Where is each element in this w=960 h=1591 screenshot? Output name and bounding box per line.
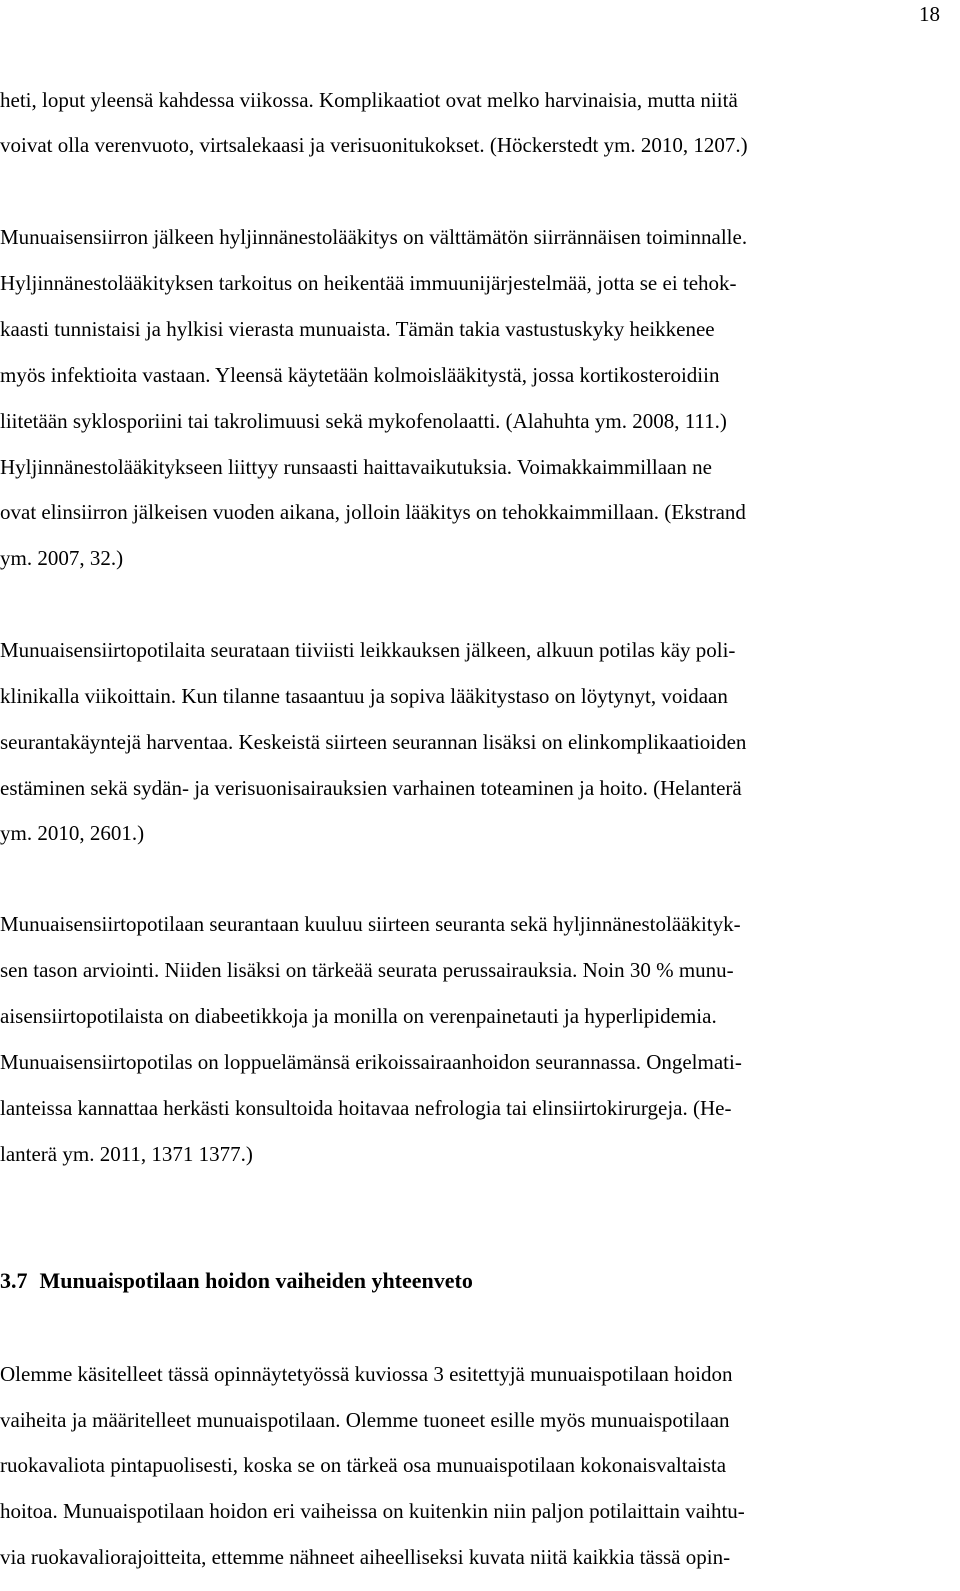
paragraph-line: Hyljinnänestolääkitykseen liittyy runsaasti haittavaikutuksia. Voimakkaimmillaan ne [0, 455, 712, 479]
section-heading [0, 1269, 960, 1293]
paragraph-line: ym. 2010, 2601.) [0, 821, 145, 845]
paragraph-line: myös infektioita vastaan. Yleensä käytetään kolmoislääkitystä, jossa kortikosteroidiin [0, 363, 720, 387]
paragraph-line: voivat olla verenvuoto, virtsalekaasi ja verisuonitukokset. (Höckerstedt ym. 2010, 1207.) [0, 133, 748, 157]
paragraph-line: liitetään syklosporiini tai takrolimuusi sekä mykofenolaatti. (Alahuhta ym. 2008, 111.) [0, 409, 727, 433]
paragraph-line: hoitoa. Munuaispotilaan hoidon eri vaiheissa on kuitenkin niin paljon potilaittain vaihtu- [0, 1499, 745, 1523]
paragraph-line: ovat elinsiirron jälkeisen vuoden aikana, jolloin lääkitys on tehokkaimmillaan. (Ekstrand [0, 500, 746, 524]
paragraph-line: Hyljinnänestolääkityksen tarkoitus on heikentää immuunijärjestelmää, jotta se ei tehok- [0, 271, 737, 295]
paragraph-line: seurantakäyntejä harventaa. Keskeistä siirteen seurannan lisäksi on elinkomplikaatioiden [0, 730, 747, 754]
paragraph-line: vaiheita ja määritelleet munuaispotilaan. Olemme tuoneet esille myös munuaispotilaan [0, 1408, 730, 1432]
paragraph-line: lanterä ym. 2011, 1371 1377.) [0, 1142, 253, 1166]
paragraph-line: Munuaisensiirtopotilas on loppuelämänsä erikoissairaanhoidon seurannassa. Ongelmati- [0, 1050, 742, 1074]
paragraph-line: lanteissa kannattaa herkästi konsultoida hoitavaa nefrologia tai elinsiirtokirurgeja. (He- [0, 1096, 732, 1120]
paragraph-line: estäminen sekä sydän- ja verisuonisairauksien varhainen toteaminen ja hoito. (Helanterä [0, 776, 742, 800]
paragraph-line: ruokavaliota pintapuolisesti, koska se on tärkeä osa munuaispotilaan kokonaisvaltaista [0, 1453, 727, 1477]
paragraph-line: via ruokavaliorajoitteita, ettemme nähneet aiheelliseksi kuvata niitä kaikkia tässä opin- [0, 1545, 731, 1569]
section-title: Munuaispotilaan hoidon vaiheiden yhteenveto [39, 1268, 473, 1293]
paragraph-line: aisensiirtopotilaista on diabeetikkoja ja monilla on verenpainetauti ja hyperlipidemia. [0, 1004, 717, 1028]
paragraph-line: Munuaisensiirtopotilaan seurantaan kuuluu siirteen seuranta sekä hyljinnänestolääkityk- [0, 912, 741, 936]
paragraph-line: Munuaisensiirron jälkeen hyljinnänestolääkitys on välttämätön siirrännäisen toiminnalle. [0, 225, 748, 249]
paragraph-line: kaasti tunnistaisi ja hylkisi vierasta munuaista. Tämän takia vastustuskyky heikkenee [0, 317, 715, 341]
section-number: 3.7 [0, 1268, 28, 1293]
paragraph-line: Munuaisensiirtopotilaita seurataan tiiviisti leikkauksen jälkeen, alkuun potilas käy poli- [0, 638, 736, 662]
paragraph-line: sen tason arviointi. Niiden lisäksi on tärkeää seurata perussairauksia. Noin 30 % munu- [0, 958, 734, 982]
page-number: 18 [919, 2, 940, 26]
paragraph-line: heti, loput yleensä kahdessa viikossa. Komplikaatiot ovat melko harvinaisia, mutta niitä [0, 88, 738, 112]
paragraph-line: klinikalla viikoittain. Kun tilanne tasaantuu ja sopiva lääkitystaso on löytynyt, voidaan [0, 684, 728, 708]
paragraph-line: ym. 2007, 32.) [0, 546, 124, 570]
paragraph-line: Olemme käsitelleet tässä opinnäytetyössä kuviossa 3 esitettyjä munuaispotilaan hoidon [0, 1362, 733, 1386]
